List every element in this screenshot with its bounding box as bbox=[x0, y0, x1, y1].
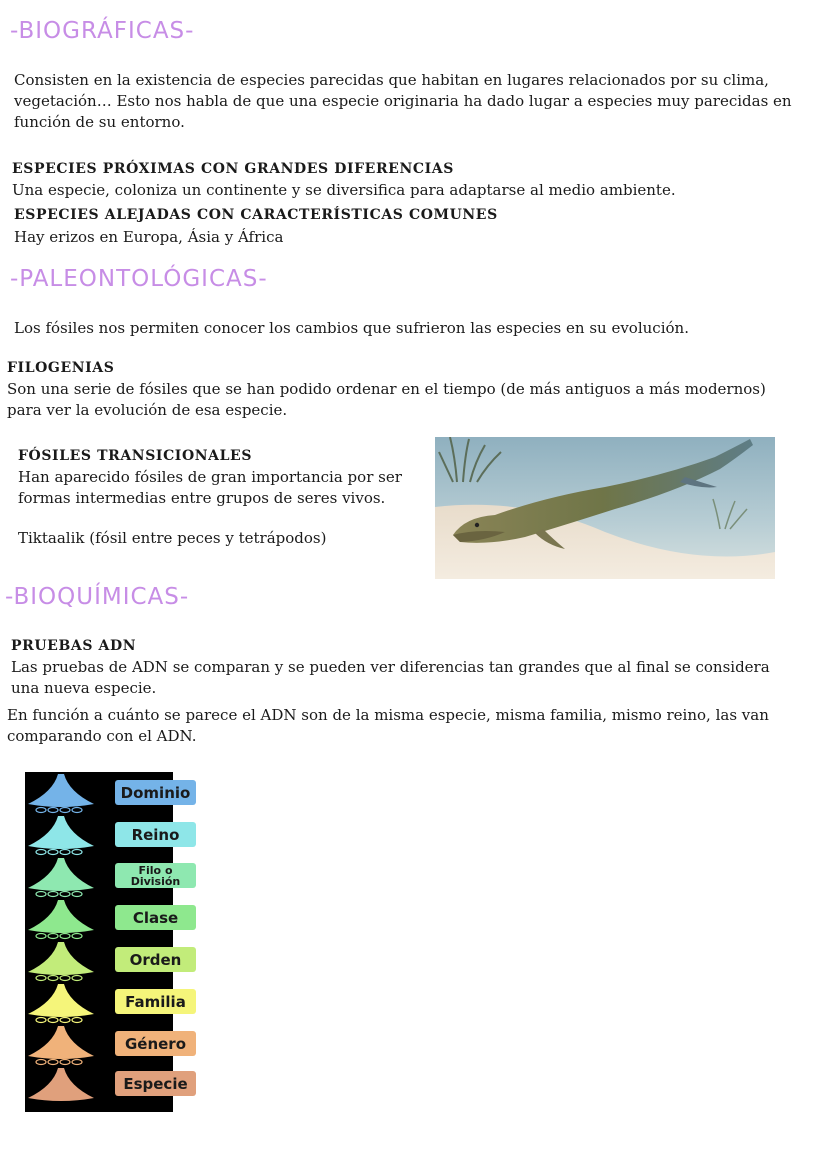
pruebas-adn-text: Las pruebas de ADN se comparan y se pueden ver diferencias tan grandes que al final se considera una nueva especie. bbox=[11, 658, 770, 697]
taxonomy-subgroup bbox=[72, 892, 82, 897]
taxonomy-subgroup bbox=[48, 892, 58, 897]
taxonomy-subgroup bbox=[48, 850, 58, 855]
taxonomy-diagram bbox=[25, 772, 191, 1112]
filogenias-text: Son una serie de fósiles que se han podido ordenar en el tiempo (de más antiguos a más modernos) para ver la evolución de esa especie. bbox=[7, 380, 766, 419]
taxonomy-funnel bbox=[28, 942, 94, 975]
taxonomy-subgroup bbox=[72, 1018, 82, 1023]
especies-alejadas-text: Hay erizos en Europa, Ásia y África bbox=[14, 228, 284, 246]
section-title-paleontologicas: -PALEONTOLÓGICAS- bbox=[10, 266, 268, 292]
filogenias-heading: FILOGENIAS bbox=[7, 360, 115, 376]
rank-especie: Especie bbox=[115, 1071, 196, 1096]
taxonomy-subgroup bbox=[60, 976, 70, 981]
section-title-bioquimicas: -BIOQUÍMICAS- bbox=[5, 584, 190, 610]
taxonomy-funnel bbox=[28, 774, 94, 807]
especies-alejadas-heading: ESPECIES ALEJADAS CON CARACTERÍSTICAS COMUNES bbox=[14, 207, 498, 223]
taxonomy-subgroup bbox=[36, 892, 46, 897]
taxonomy-funnel bbox=[28, 900, 94, 933]
taxonomy-subgroup bbox=[60, 892, 70, 897]
tiktaalik-illustration bbox=[435, 437, 775, 579]
taxonomy-subgroup bbox=[60, 1018, 70, 1023]
taxonomy-subgroup bbox=[72, 1060, 82, 1065]
taxonomy-funnel bbox=[28, 984, 94, 1017]
taxonomy-subgroup bbox=[36, 934, 46, 939]
taxonomy-funnel bbox=[28, 1068, 94, 1101]
taxonomy-subgroup bbox=[48, 808, 58, 813]
pruebas-adn-heading: PRUEBAS ADN bbox=[11, 638, 137, 654]
rank-orden: Orden bbox=[115, 947, 196, 972]
taxonomy-subgroup bbox=[36, 850, 46, 855]
taxonomy-subgroup bbox=[72, 934, 82, 939]
especies-proximas-heading: ESPECIES PRÓXIMAS CON GRANDES DIFERENCIAS bbox=[12, 161, 454, 177]
taxonomy-subgroup bbox=[36, 808, 46, 813]
taxonomy-subgroup bbox=[60, 850, 70, 855]
section-title-biograficas: -BIOGRÁFICAS- bbox=[10, 18, 195, 44]
taxonomy-subgroup bbox=[36, 1060, 46, 1065]
rank-familia: Familia bbox=[115, 989, 196, 1014]
taxonomy-subgroup bbox=[60, 808, 70, 813]
fosiles-transicionales-heading: FÓSILES TRANSICIONALES bbox=[18, 448, 253, 464]
taxonomy-subgroup bbox=[36, 1018, 46, 1023]
especies-proximas-text: Una especie, coloniza un continente y se diversifica para adaptarse al medio ambiente. bbox=[12, 181, 676, 199]
rank-clase: Clase bbox=[115, 905, 196, 930]
paleontologicas-intro: Los fósiles nos permiten conocer los cambios que sufrieron las especies en su evolución. bbox=[14, 319, 689, 337]
adn-comparacion-text: En función a cuánto se parece el ADN son de la misma especie, misma familia, mismo reino, las van comparando con el ADN. bbox=[7, 706, 769, 745]
taxonomy-funnel bbox=[28, 816, 94, 849]
rank-genero: Género bbox=[115, 1031, 196, 1056]
taxonomy-subgroup bbox=[72, 976, 82, 981]
taxonomy-subgroup bbox=[72, 808, 82, 813]
taxonomy-subgroup bbox=[48, 1060, 58, 1065]
fosiles-transicionales-text: Han aparecido fósiles de gran importancia por ser formas intermedias entre grupos de seres vivos. bbox=[18, 468, 402, 507]
taxonomy-subgroup bbox=[60, 1060, 70, 1065]
taxonomy-subgroup bbox=[48, 976, 58, 981]
taxonomy-subgroup bbox=[48, 934, 58, 939]
tiktaalik-example: Tiktaalik (fósil entre peces y tetrápodos) bbox=[18, 529, 327, 547]
taxonomy-subgroup bbox=[60, 934, 70, 939]
taxonomy-subgroup bbox=[36, 976, 46, 981]
rank-reino: Reino bbox=[115, 822, 196, 847]
taxonomy-subgroup bbox=[72, 850, 82, 855]
taxonomy-funnel bbox=[28, 858, 94, 891]
rank-filo: Filo o División bbox=[115, 863, 196, 888]
rank-dominio: Dominio bbox=[115, 780, 196, 805]
biograficas-intro: Consisten en la existencia de especies parecidas que habitan en lugares relacionados por su clima, vegetación… Esto nos habla de que una especie originaria ha dado lugar a especies muy parecidas en función de su entorno. bbox=[14, 71, 792, 131]
taxonomy-funnel bbox=[28, 1026, 94, 1059]
taxonomy-subgroup bbox=[48, 1018, 58, 1023]
